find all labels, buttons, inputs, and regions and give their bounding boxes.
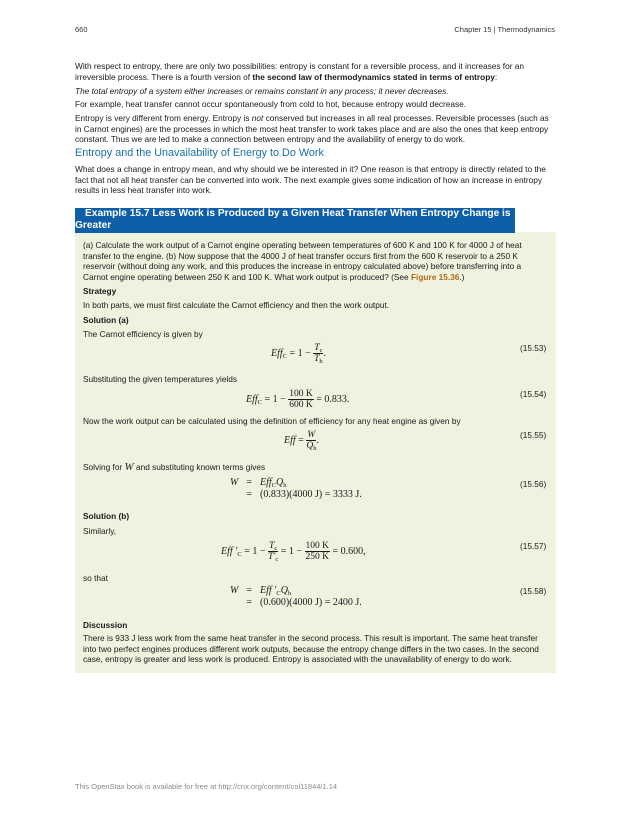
discussion-text: There is 933 J less work from the same heat transfer in the second process. This result is important. The same heat transfer into two perfect engines produces different work outputs, because the entropy change differs in the two cases. In the second case, entropy is greater and less work is produced. Entropy is associated with the unavailability of energy to do work.: [83, 633, 539, 664]
strategy-text: In both parts, we must first calculate the Carnot efficiency and then the work output.: [83, 300, 390, 310]
equation-number-15-54: (15.54): [520, 389, 547, 399]
equation-15-53: Eff$_C$ = 1 − $\frac{T_c}{T_h}$ .: [271, 343, 326, 365]
strategy-label: Strategy: [83, 286, 117, 296]
discussion-label: Discussion: [83, 620, 128, 630]
page-number: 660: [75, 25, 88, 34]
equation-15-56: W = $Eff_CQ_h$ = (0.833)(4000 J) = 3333 J.: [230, 477, 362, 500]
equation-number-15-57: (15.57): [520, 541, 547, 551]
example-title: Example 15.7 Less Work is Produced by a Given Heat Transfer When Entropy Change is Greater: [75, 208, 515, 233]
intro-paragraph-2: The total entropy of a system either increases or remains constant in any process; it never decreases.: [75, 86, 449, 96]
intro-paragraph-3: For example, heat transfer cannot occur spontaneously from cold to hot, because entropy would decrease.: [75, 99, 467, 109]
equation-number-15-53: (15.53): [520, 343, 547, 353]
equation-15-58: W = Eff $'_CQ_h$ = (0.600)(4000 J) = 2400 J.: [230, 585, 362, 608]
carnot-text: The Carnot efficiency is given by: [83, 329, 203, 339]
figure-link[interactable]: Figure 15.36: [410, 271, 460, 282]
solution-a-label: Solution (a): [83, 315, 129, 325]
solving-text: Solving for W and substituting known terms gives: [83, 461, 266, 473]
equation-15-57: Eff $'_C = 1$ − $\frac{T_c}{T'_c}$ = 1 − $\frac{100 K}{250 K}$ = 0.600,: [221, 541, 366, 563]
equation-15-54: Eff$_C$ = 1 − $\frac{100 K}{600 K}$ = 0.833.: [246, 389, 350, 410]
so-that-text: so that: [83, 573, 108, 583]
second-law-bold: the second law of thermodynamics stated in terms of entropy: [252, 71, 495, 82]
substitution-text: Substituting the given temperatures yields: [83, 374, 238, 384]
equation-15-55: Eff = $\frac{W}{Q_h}$ .: [284, 430, 319, 452]
equation-number-15-55: (15.55): [520, 430, 547, 440]
section-heading: Entropy and the Unavailability of Energy to Do Work: [75, 147, 324, 159]
intro-paragraph-1: With respect to entropy, there are only two possibilities: entropy is constant for a reversible process, and it increases for an irreversible process. There is a fourth version of the second law of thermodynamics stated in terms of entropy:: [75, 61, 525, 82]
footer-note: This OpenStax book is available for free at http://cnx.org/content/col11844/1.14: [75, 782, 338, 791]
work-output-text: Now the work output can be calculated using the definition of efficiency for any heat engine as given by: [83, 416, 461, 426]
equation-number-15-56: (15.56): [520, 479, 547, 489]
section-paragraph: What does a change in entropy mean, and why should we be interested in it? One reason is that entropy is directly related to the fact that not all heat transfer can be converted into work. The next example gives some indication of how an increase in entropy results in less heat transfer into work.: [75, 164, 546, 195]
chapter-title: Chapter 15 | Thermodynamics: [454, 25, 555, 34]
equation-number-15-58: (15.58): [520, 586, 547, 596]
example-problem: (a) Calculate the work output of a Carnot engine operating between temperatures of 600 K and 100 K for 4000 J of heat transfer to the engine. (b) Now suppose that the 4000 J of heat transfer occurs first from the 600 K reservoir to a 250 K reservoir (without doing any work, and this produces the increase in entropy calculated above) before transferring into a Carnot engine operating between 250 K and 100 K. What work output is produced? (See Figure 15.36.): [83, 240, 522, 282]
similarly-text: Similarly,: [83, 526, 117, 536]
intro-paragraph-4: Entropy is very different from energy. Entropy is not conserved but increases in all real processes. Reversible processes (such as in Carnot engines) are the processes in which the most heat transfer to work takes place and are also the ones that keep entropy constant. Thus we are led to make a connection between entropy and the availability of energy to do work.: [75, 113, 549, 144]
solution-b-label: Solution (b): [83, 511, 130, 521]
